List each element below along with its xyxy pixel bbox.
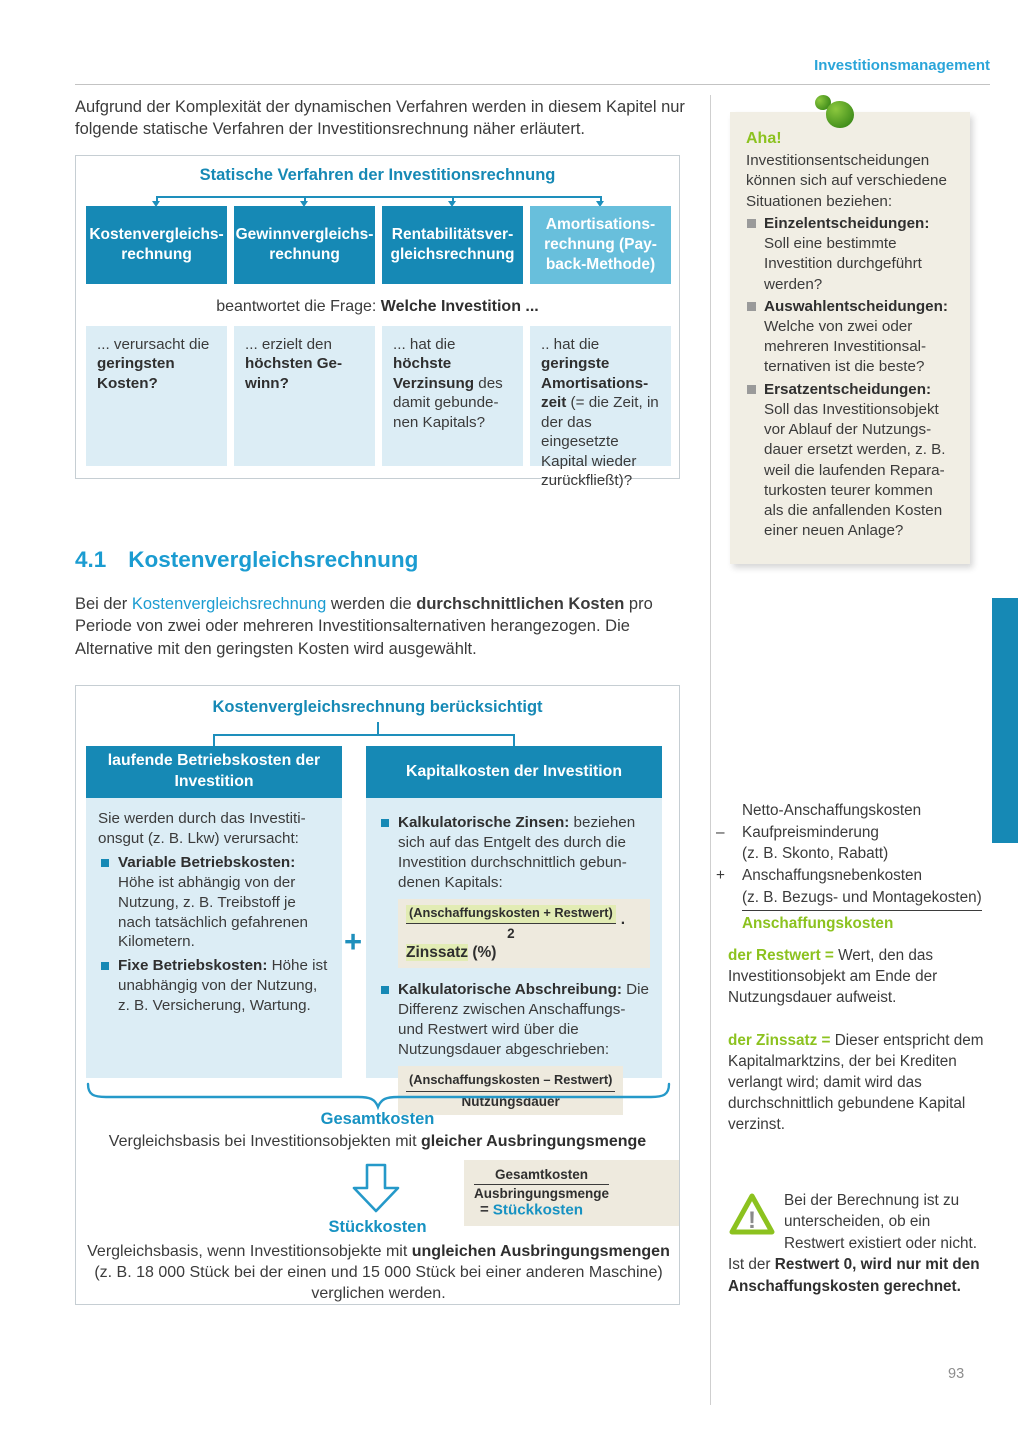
bullet-square-icon	[747, 302, 756, 311]
stueckkosten-line: Vergleichsbasis, wenn Investitionsobjekte mit ungleichen Ausbringungsmengen (z. B. 18 000 Stück bei der einen und 15 000 Stück bei einer anderen Maschine) verglichen werden.	[87, 1243, 670, 1303]
diagram2-title: Kostenvergleichsrechnung berücksichtigt	[212, 698, 543, 716]
answer-box: ... verursacht die geringsten Kosten?	[86, 326, 227, 466]
formula-stueckkosten: $\frac{\text{Gesamtkosten}}{\text{Ausbringungsmenge}}$ = Stückkosten	[464, 1160, 679, 1226]
chapter-edge-marker	[992, 598, 1018, 843]
column-betriebskosten	[86, 746, 342, 1078]
curly-brace	[86, 1082, 671, 1112]
method-box: Rentabilitätsvergleichsrechnung	[382, 206, 523, 284]
definition-zinssatz: der Zinssatz = Dieser entspricht dem Kapitalmarktzins, der bei Krediten verlangt wird; damit wird das durchschnittlich gebundene Kapital verzinst.	[728, 1032, 984, 1134]
bullet-square-icon	[747, 385, 756, 394]
formula-zinsen: $\frac{\text{(Anschaffungskosten + Restwert)}}{2}$ · Zinssatz (%)	[398, 899, 650, 969]
method-boxes	[86, 206, 671, 284]
list-item: Kalkulatorische Zinsen: beziehen sich auf das Entgelt des durch die Investition durchschnittlich gebundenen Kapitals:	[378, 813, 650, 893]
calc-row: (z. B. Skonto, Rabatt)	[742, 845, 889, 863]
gesamtkosten-line: Vergleichsbasis bei Investitionsobjekten mit gleicher Ausbringungsmenge	[108, 1133, 647, 1150]
gesamtkosten-label: Gesamtkosten	[320, 1110, 435, 1128]
bullet-square-icon	[101, 962, 109, 970]
stueckkosten-label: Stückkosten	[328, 1218, 427, 1236]
answer-boxes	[86, 326, 671, 490]
header-rule	[75, 84, 990, 85]
intro-paragraph: Aufgrund der Komplexität der dynamischen Verfahren werden in diesem Kapitel nur folgende statische Verfahren der Investitionsrechnung näher erläutert.	[75, 98, 685, 139]
bullet-square-icon	[101, 859, 109, 867]
page-number: 93	[948, 1366, 965, 1382]
diagram-kostenvergleich	[75, 685, 680, 1305]
definition-restwert: der Restwert = Wert, den das Investitionsobjekt am Ende der Nutzungsdauer aufweist.	[728, 947, 938, 1007]
diagram1-title: Statische Verfahren der Investitionsrechnung	[199, 166, 556, 184]
plus-sign: +	[343, 924, 363, 959]
list-item: Fixe Betriebskosten: Höhe ist unabhängig von der Nutzung, z. B. Versicherung, Wartung.	[98, 956, 330, 1016]
bullet-square-icon	[381, 819, 389, 827]
section-paragraph: Bei der Kostenvergleichsrechnung werden die durchschnittlichen Kosten pro Periode von zwei oder mehreren Investitionsalternativen herangezogen. Die Alternative mit den geringsten Kosten wird ausgewählt.	[75, 595, 653, 658]
column-header: Kapitalkosten der Investition	[366, 746, 662, 798]
method-box: Kostenvergleichsrechnung	[86, 206, 227, 284]
warning-note: ! Bei der Berechnung ist zu unterscheiden, ob ein Restwert existiert oder nicht. Ist der Restwert 0, wird nur mit den Anschaffungskosten gerechnet.	[728, 1192, 980, 1295]
column-header: laufende Betriebskosten der Investition	[86, 746, 342, 798]
column-divider	[710, 95, 711, 1405]
warning-triangle-icon	[728, 1192, 776, 1238]
list-item: Auswahlentscheidungen: Welche von zwei oder mehreren Investitionsalternativen ist die beste?	[746, 297, 956, 378]
calc-row: + Anschaffungsnebenkosten	[716, 867, 923, 885]
column-body: Sie werden durch das Investitionsgut (z. B. Lkw) verursacht: Variable Betriebskosten: Höhe ist abhängig von der Nutzung, z. B. Treibstoff je nach tatsächlich gefahrenen Kilometern. Fixe Betriebskosten: Höhe ist unabhängig von der Nutzung, z. B. Versicherung, Wartung.	[86, 798, 342, 1078]
calc-row: Netto-Anschaffungskosten	[742, 802, 922, 819]
calc-row: (z. B. Bezugs- und Montagekosten)	[716, 887, 982, 911]
method-box: Gewinnvergleichsrechnung	[234, 206, 375, 284]
question-line: beantwortet die Frage: Welche Investition ...	[216, 298, 539, 315]
term-highlight: Kostenvergleichsrechnung	[131, 595, 327, 613]
block-arrow-down-icon	[350, 1162, 402, 1214]
formula-abschreibung: $\frac{\text{(Anschaffungskosten – Restwert)}}{\text{Nutzungsdauer}}$	[398, 1066, 623, 1115]
list-item: Kalkulatorische Abschreibung: Die Differenz zwischen Anschaffungs- und Restwert wird über die Nutzungsdauer abgeschrieben:	[378, 980, 650, 1060]
calc-row: – Kaufpreisminderung	[716, 823, 879, 841]
running-header: Investitionsmanagement	[814, 57, 990, 74]
method-box-payback: Amortisationsrechnung (Payback-Methode)	[530, 206, 671, 284]
column-kapitalkosten	[366, 746, 662, 1109]
aha-infobox: Aha! Investitionsentscheidungen können sich auf verschiedene Situationen beziehen: Einzelentscheidungen: Soll eine bestimmte Investition durchgeführt werden? Auswahlentscheidungen: Welche von zwei oder mehreren Investitionsalternativen ist die beste? Ersatzentscheidungen: Soll das Investitionsobjekt vor Ablauf der Nutzungsdauer ersetzt werden, z. B. weil die laufenden Reparaturkosten teurer kommen als die anfallenden Kosten einer neuen Anlage?	[730, 112, 970, 564]
anschaffungskosten-calculation	[716, 800, 982, 934]
answer-box: ... erzielt den höchsten Gewinn?	[234, 326, 375, 466]
list-item: Variable Betriebskosten: Höhe ist abhängig von der Nutzung, z. B. Treibstoff je nach tatsächlich gefahrenen Kilometern.	[98, 853, 330, 953]
bullet-square-icon	[747, 219, 756, 228]
column-body	[366, 798, 662, 1109]
svg-text:!: !	[748, 1207, 756, 1234]
calc-result: Anschaffungskosten	[742, 914, 894, 932]
answer-box: ... hat die höchste Verzinsung des damit gebundenen Kapitals?	[382, 326, 523, 466]
list-item: Einzelentscheidungen: Soll eine bestimmte Investition durchgeführt werden?	[746, 214, 956, 295]
section-heading: 4.1 Kostenvergleichsrechnung	[75, 547, 419, 572]
bullet-square-icon	[381, 986, 389, 994]
list-item: Ersatzentscheidungen: Soll das Investitionsobjekt vor Ablauf der Nutzungsdauer ersetzt werden, z. B. weil die laufenden Reparaturkosten teurer kommen als die anfallenden Kosten einer neuen Anlage?	[746, 380, 956, 542]
green-blob-icon	[815, 90, 859, 132]
answer-box: .. hat die geringste Amortisationszeit (= die Zeit, in der das eingesetzte Kapital wieder zurückfließt)?	[530, 326, 671, 466]
diagram-static-methods	[75, 155, 680, 490]
aha-label: Aha!	[746, 130, 782, 147]
connector-line	[156, 196, 602, 198]
